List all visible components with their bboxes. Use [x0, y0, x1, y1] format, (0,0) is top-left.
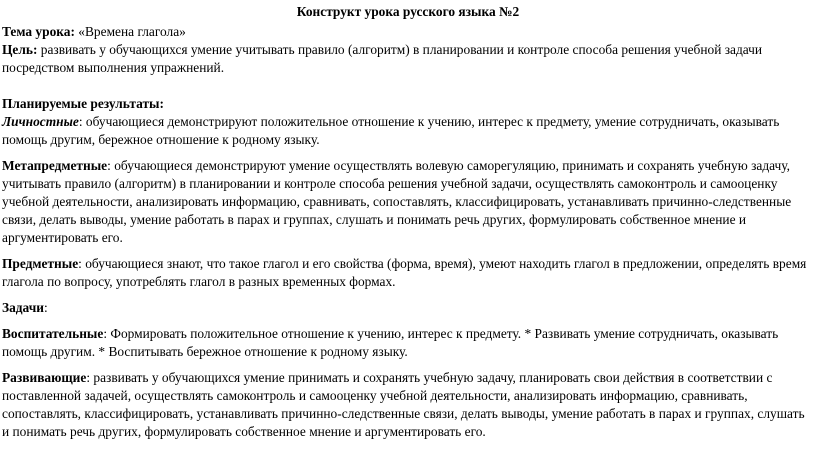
document-title: Конструкт урока русского языка №2: [296, 4, 520, 19]
metasubject-label: Метапредметные: [2, 158, 108, 173]
topic-label: Тема урока:: [2, 24, 75, 39]
subject-label: Предметные: [2, 256, 79, 271]
goal-value: развивать у обучающихся умение учитывать правило (алгоритм) в планировании и контроле способа решения учебной задачи посредством выполнения упражнений.: [2, 42, 763, 75]
tasks-label: Задачи: [2, 300, 44, 315]
goal-label: Цель:: [2, 42, 38, 57]
lesson-goal: [2, 41, 814, 77]
educational-value: : Формировать положительное отношение к учению, интерес к предмету. * Развивать умение сотрудничать, оказывать помощь другим. * Воспитывать бережное отношение к родному языку.: [2, 326, 779, 359]
personal-value: : обучающиеся демонстрируют положительное отношение к учению, интерес к предмету, умение сотрудничать, оказывать помощь другим, бережное отношение к родному языку.: [2, 114, 780, 147]
subject-results: [2, 255, 814, 291]
results-heading: [2, 95, 814, 113]
developing-tasks: [2, 369, 814, 441]
educational-label: Воспитательные: [2, 326, 104, 341]
developing-label: Развивающие: [2, 370, 87, 385]
results-heading-text: Планируемые результаты:: [2, 96, 164, 111]
subject-value: : обучающиеся знают, что такое глагол и его свойства (форма, время), умеют находить глагол в предложении, определять время глагола по вопросу, употреблять глагол в разных временных формах.: [2, 256, 807, 289]
tasks-colon: :: [43, 300, 48, 315]
personal-results: [2, 113, 814, 149]
educational-tasks: [2, 325, 814, 361]
developing-value: : развивать у обучающихся умение принимать и сохранять учебную задачу, планировать свои действия в соответствии с поставленной задачей, осуществлять самоконтроль и самооценку учебной деятельности, анализировать информацию, сравнивать, сопоставлять, классифицировать, устанавливать причинно-следственные связи, делать выводы, умение работать в парах и группах, слушать и понимать речь других, формулировать собственное мнение и аргументировать его.: [2, 370, 805, 439]
tasks-heading: [2, 299, 814, 317]
metasubject-value: : обучающиеся демонстрируют умение осуществлять волевую саморегуляцию, принимать и сохранять учебную задачу, учитывать правило (алгоритм) в планировании и контроле способа решения учебной задачи, осуществлять самоконтроль и самооценку учебной деятельности, анализировать информацию, сравнивать, сопоставлять, классифицировать, устанавливать причинно-следственные связи, делать выводы, умение работать в парах и группах, слушать и понимать речь других, формулировать собственное мнение и аргументировать его.: [2, 158, 792, 245]
personal-label: Личностные: [2, 114, 79, 129]
metasubject-results: [2, 157, 814, 247]
lesson-topic: [2, 23, 814, 41]
topic-value: «Времена глагола»: [74, 24, 186, 39]
